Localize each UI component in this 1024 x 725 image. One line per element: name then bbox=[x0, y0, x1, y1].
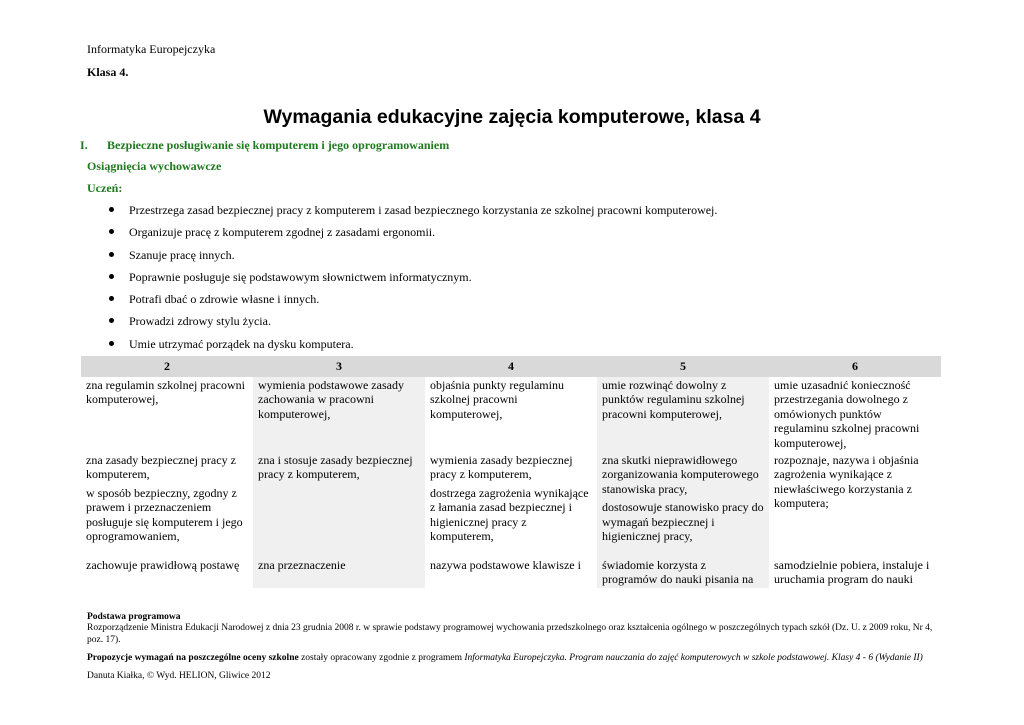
list-item: Organizuje pracę z komputerem zgodnej z zasadami ergonomii. bbox=[109, 224, 717, 246]
table-row bbox=[81, 377, 941, 452]
student-label: Uczeń: bbox=[87, 181, 123, 195]
footer-heading: Podstawa programowa bbox=[87, 612, 181, 622]
table-cell: rozpoznaje, nazywa i objaśnia zagrożenia wynikające z niewłaściwego korzystania z komputera; bbox=[774, 453, 919, 511]
section-number: I. bbox=[80, 138, 88, 152]
list-item: Potrafi dbać o zdrowie własne i innych. bbox=[109, 291, 717, 313]
table-cell: nazywa podstawowe klawisze i bbox=[430, 558, 581, 572]
section-heading bbox=[80, 138, 449, 153]
subheading: Osiągnięcia wychowawcze bbox=[87, 159, 222, 173]
header-class: Klasa 4. bbox=[87, 65, 129, 79]
list-item: Szanuje pracę innych. bbox=[109, 247, 717, 269]
grades-table bbox=[81, 356, 941, 588]
footer-author: Danuta Kiałka, © Wyd. HELION, Gliwice 2012 bbox=[87, 671, 271, 681]
footer-regulation: Rozporządzenie Ministra Edukacji Narodowej z dnia 23 grudnia 2008 r. w sprawie podstawy programowej wychowania przedszkolnego oraz kształcenia ogólnego w poszczególnych typach szkół (Dz. U. z 2009 roku, Nr 4, poz. 17). bbox=[87, 623, 933, 645]
grade-header-3: 3 bbox=[253, 356, 425, 377]
grade-header-4: 4 bbox=[425, 356, 597, 377]
table-row bbox=[81, 452, 941, 557]
table-cell: zna i stosuje zasady bezpiecznej pracy z komputerem, bbox=[253, 452, 425, 557]
page-title: Wymagania edukacyjne zajęcia komputerowe, klasa 4 bbox=[263, 106, 761, 128]
achievements-list bbox=[109, 202, 717, 358]
table-cell: świadomie korzysta z programów do nauki pisania na bbox=[597, 557, 769, 588]
table-cell: wymienia zasady bezpiecznej pracy z komputerem, dostrzega zagrożenia wynikające z łamania zasad bezpiecznej i higienicznej pracy z komputerem, bbox=[430, 453, 589, 544]
list-item: Prowadzi zdrowy stylu życia. bbox=[109, 313, 717, 335]
table-cell: zna skutki nieprawidłowego zorganizowania komputerowego stanowiska pracy, dostosowuje stanowisko pracy do wymagań bezpiecznej i higienicznej pracy, bbox=[597, 452, 769, 557]
grade-header-5: 5 bbox=[597, 356, 769, 377]
table-row bbox=[81, 557, 941, 588]
table-cell: objaśnia punkty regulaminu szkolnej pracowni komputerowej, bbox=[430, 378, 564, 421]
footer-proposal: Propozycje wymagań na poszczególne oceny szkolne zostały opracowany zgodnie z programem Informatyka Europejczyka. Program nauczania do zajęć komputerowych w szkole podstawowej. Klasy 4 - 6 (Wydanie II) bbox=[87, 653, 923, 663]
table-cell: wymienia podstawowe zasady zachowania w pracowni komputerowej, bbox=[253, 377, 425, 452]
grade-header-6: 6 bbox=[769, 356, 941, 377]
header-program-name: Informatyka Europejczyka bbox=[87, 42, 216, 56]
table-cell: zachowuje prawidłową postawę bbox=[86, 558, 240, 572]
table-cell: umie uzasadnić konieczność przestrzegania dowolnego z omówionych punktów regulaminu szkolnej pracowni komputerowej, bbox=[774, 378, 920, 450]
section-title: Bezpieczne posługiwanie się komputerem i jego oprogramowaniem bbox=[107, 138, 450, 152]
table-cell: umie rozwinąć dowolny z punktów regulaminu szkolnej pracowni komputerowej, bbox=[597, 377, 769, 452]
list-item: Poprawnie posługuje się podstawowym słownictwem informatycznym. bbox=[109, 269, 717, 291]
table-cell: zna regulamin szkolnej pracowni komputerowej, bbox=[86, 378, 245, 407]
table-cell: zna zasady bezpiecznej pracy z komputerem, w sposób bezpieczny, zgodny z prawem i przeznaczeniem posługuje się komputerem i jego oprogramowaniem, bbox=[86, 453, 243, 544]
list-item: Umie utrzymać porządek na dysku komputera. bbox=[109, 336, 717, 358]
table-header-row bbox=[81, 356, 941, 377]
grade-header-2: 2 bbox=[81, 356, 253, 377]
table-cell: zna przeznaczenie bbox=[253, 557, 425, 588]
list-item: Przestrzega zasad bezpiecznej pracy z komputerem i zasad bezpiecznego korzystania ze szkolnej pracowni komputerowej. bbox=[109, 202, 717, 224]
table-cell: samodzielnie pobiera, instaluje i uruchamia program do nauki bbox=[774, 558, 930, 586]
